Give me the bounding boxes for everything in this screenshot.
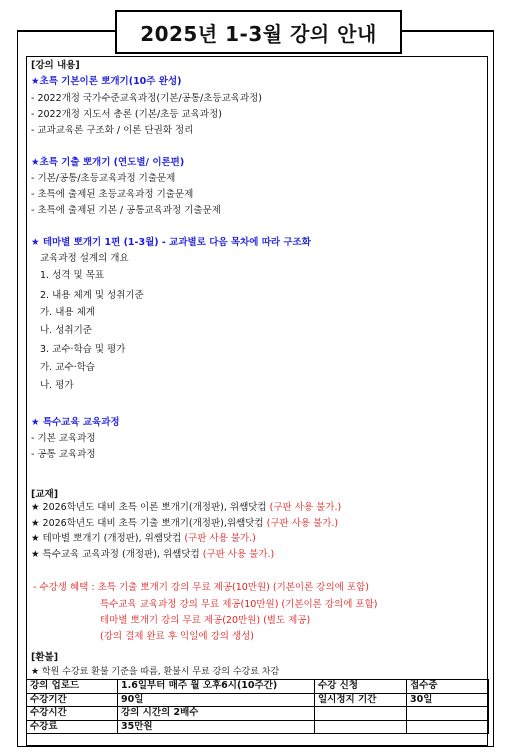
table-cell: 수강료 [27,720,118,734]
table-row [27,707,489,721]
section-title-basic-theory: ★초특 기본이론 뽀개기(10주 완성) [31,76,182,87]
course-heading: [강의 내용] [31,60,80,71]
list-item: - 기본 교육과정 [31,433,96,444]
list-item: 가. 내용 체계 [40,307,95,318]
textbook-item: ★ 2026학년도 대비 초특 기출 뽀개기(개정판),위쌤닷컴 (구판 사용 불가.) [31,518,339,529]
textbook-item: ★ 2026학년도 대비 초특 이론 뽀개기(개정판), 위쌤닷컴 (구판 사용 불가.) [31,502,342,513]
table-cell: 35만원 [118,720,315,734]
table-cell: 일시정지 기간 [315,693,407,707]
benefit-line: 특수교육 교육과정 강의 무료 제공(10만원) (기본이론 강의에 포함) [100,599,378,610]
table-cell: 수강 신청 [315,680,407,694]
course-info-table [26,679,489,734]
table-row [27,693,489,707]
table-cell: 1.6일부터 매주 월 오후6시(10주간) [118,680,315,694]
benefit-line: 테마별 뽀개기 강의 무료 제공(20만원) (별도 제공) [100,615,311,626]
list-item: 가. 교수·학습 [40,362,95,373]
table-row [27,680,489,694]
table-row [27,720,489,734]
table-cell: 강의 시간의 2배수 [118,707,315,721]
list-item: - 기본/공통/초등교육과정 기출문제 [31,173,176,184]
benefit-line: (강의 결제 완료 후 익일에 강의 생성) [100,631,255,642]
refund-heading: [환불] [31,652,59,663]
list-item: 나. 성취기준 [40,325,92,336]
table-cell: 수강시간 [27,707,118,721]
list-item: 교육과정 설계의 개요 [40,253,129,264]
table-cell: 강의 업로드 [27,680,118,694]
list-item: - 공통 교육과정 [31,449,96,460]
table-cell [407,720,489,734]
table-cell [315,720,407,734]
table-cell: 90일 [118,693,315,707]
page-title: 2025년 1-3월 강의 안내 [115,10,402,54]
table-cell: 수강기간 [27,693,118,707]
list-item: - 초특에 출제된 초등교육과정 기출문제 [31,189,194,200]
list-item: - 초특에 출제된 기본 / 공통교육과정 기출문제 [31,205,221,216]
list-item: 2. 내용 체계 및 성취기준 [40,290,144,301]
list-item: 1. 성격 및 목표 [40,270,105,281]
refund-text: ★ 학원 수강료 환불 기준을 따름, 환불시 무료 강의 수강료 차감 [31,667,280,677]
list-item: - 교과교육론 구조화 / 이론 단권화 정리 [31,125,194,136]
list-item: - 2022개정 국가수준교육과정(기본/공통/초등교육과정) [31,93,262,104]
section-title-special-ed: ★ 특수교육 교육과정 [31,417,120,428]
table-cell [407,707,489,721]
list-item: 3. 교수·학습 및 평가 [40,344,126,355]
table-cell [315,707,407,721]
textbook-item: ★ 특수교육 교육과정 (개정판), 위쌤닷컴 (구판 사용 불가.) [31,549,275,560]
table-cell: 접수중 [407,680,489,694]
table-cell: 30일 [407,693,489,707]
textbook-item: ★ 테마별 뽀개기 (개정판), 위쌤닷컴 (구판 사용 불가.) [31,533,256,544]
section-title-theme: ★ 테마별 뽀개기 1편 (1-3월) - 교과별로 다음 목차에 따라 구조화 [31,237,311,248]
list-item: 나. 평가 [40,380,74,391]
benefit-line: - 수강생 혜택 : 초특 기출 뽀개기 강의 무료 제공(10만원) (기본이론 강의에 포함) [33,582,369,593]
section-title-past-exams: ★초특 기출 뽀개기 (연도별/ 이론편) [31,157,185,168]
list-item: - 2022개정 지도서 총론 (기본/초등 교육과정) [31,109,222,120]
textbook-heading: [교재] [31,489,59,500]
